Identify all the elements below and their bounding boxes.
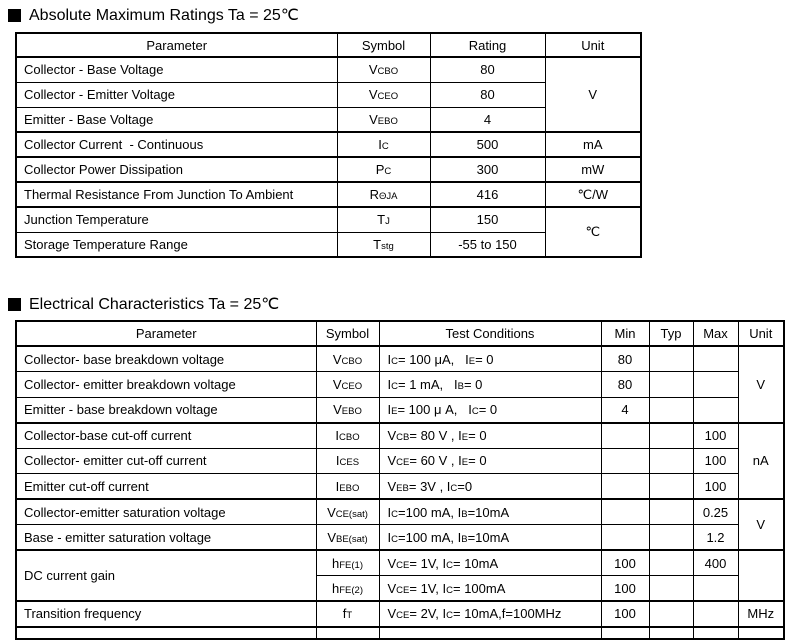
cell-typ bbox=[649, 627, 693, 639]
cell-min bbox=[601, 499, 649, 525]
cell-test-conditions: IC= 100 μA, IE= 0 bbox=[379, 346, 601, 372]
cell-rating: 150 bbox=[430, 207, 545, 232]
cell-rating: 80 bbox=[430, 82, 545, 107]
cell-rating: 80 bbox=[430, 57, 545, 82]
cell-rating: 416 bbox=[430, 182, 545, 207]
cell-symbol: VCEO bbox=[316, 372, 379, 398]
column-header-test-conditions: Test Conditions bbox=[379, 321, 601, 346]
cell-min bbox=[601, 423, 649, 449]
cell-unit: V bbox=[738, 499, 784, 550]
cell-min bbox=[601, 448, 649, 474]
cell-parameter: Collector-base cut-off current bbox=[16, 423, 316, 449]
cell-min bbox=[601, 525, 649, 551]
table-row bbox=[16, 423, 784, 449]
table-row bbox=[16, 550, 784, 576]
cell-rating: 500 bbox=[430, 132, 545, 157]
cell-min: 80 bbox=[601, 372, 649, 398]
cell-unit: V bbox=[738, 346, 784, 423]
cell-typ bbox=[649, 448, 693, 474]
column-header-min: Min bbox=[601, 321, 649, 346]
column-header-symbol: Symbol bbox=[337, 33, 430, 57]
cell-typ bbox=[649, 499, 693, 525]
cell-max bbox=[693, 576, 738, 602]
cell-parameter: Collector- emitter cut-off current bbox=[16, 448, 316, 474]
cell-typ bbox=[649, 423, 693, 449]
table-row bbox=[16, 157, 641, 182]
cell-symbol bbox=[316, 627, 379, 639]
cell-parameter: Collector - Emitter Voltage bbox=[16, 82, 337, 107]
table-header-row bbox=[16, 33, 641, 57]
column-header-symbol: Symbol bbox=[316, 321, 379, 346]
table-row bbox=[16, 57, 641, 82]
cell-parameter: Collector Current - Continuous bbox=[16, 132, 337, 157]
section-title-text: Electrical Characteristics Ta = 25℃ bbox=[29, 296, 280, 313]
table-row bbox=[16, 397, 784, 423]
table-row bbox=[16, 346, 784, 372]
cell-symbol: hFE(2) bbox=[316, 576, 379, 602]
cell-symbol: VBE(sat) bbox=[316, 525, 379, 551]
column-header-typ: Typ bbox=[649, 321, 693, 346]
cell-parameter: Emitter - base breakdown voltage bbox=[16, 397, 316, 423]
cell-min: 100 bbox=[601, 601, 649, 627]
cell-min bbox=[601, 474, 649, 500]
cell-unit bbox=[738, 550, 784, 601]
cell-typ bbox=[649, 474, 693, 500]
cell-parameter: Base - emitter saturation voltage bbox=[16, 525, 316, 551]
cell-symbol: RΘJA bbox=[337, 182, 430, 207]
cell-parameter: Thermal Resistance From Junction To Ambient bbox=[16, 182, 337, 207]
cell-max: 100 bbox=[693, 423, 738, 449]
table-row-cutoff bbox=[16, 627, 784, 639]
cell-symbol: VCBO bbox=[316, 346, 379, 372]
cell-symbol: hFE(1) bbox=[316, 550, 379, 576]
cell-test-conditions: VCE= 60 V , IE= 0 bbox=[379, 448, 601, 474]
cell-test-conditions bbox=[379, 627, 601, 639]
cell-test-conditions: IE= 100 μ A, IC= 0 bbox=[379, 397, 601, 423]
cell-max: 0.25 bbox=[693, 499, 738, 525]
column-header-unit: Unit bbox=[738, 321, 784, 346]
cell-symbol: ICES bbox=[316, 448, 379, 474]
cell-symbol: Tstg bbox=[337, 232, 430, 257]
cell-min: 100 bbox=[601, 550, 649, 576]
cell-typ bbox=[649, 525, 693, 551]
cell-max: 100 bbox=[693, 474, 738, 500]
cell-test-conditions: VCE= 2V, IC= 10mA,f=100MHz bbox=[379, 601, 601, 627]
cell-parameter: DC current gain bbox=[16, 550, 316, 601]
table-row bbox=[16, 525, 784, 551]
cell-rating: 300 bbox=[430, 157, 545, 182]
cell-min: 100 bbox=[601, 576, 649, 602]
cell-parameter: Collector- base breakdown voltage bbox=[16, 346, 316, 372]
column-header-rating: Rating bbox=[430, 33, 545, 57]
cell-parameter: Collector- emitter breakdown voltage bbox=[16, 372, 316, 398]
cell-unit: mA bbox=[545, 132, 641, 157]
cell-unit: ℃/W bbox=[545, 182, 641, 207]
cell-parameter: Emitter cut-off current bbox=[16, 474, 316, 500]
cell-test-conditions: VCE= 1V, IC= 100mA bbox=[379, 576, 601, 602]
column-header-parameter: Parameter bbox=[16, 33, 337, 57]
cell-test-conditions: IC=100 mA, IB=10mA bbox=[379, 525, 601, 551]
cell-symbol: fT bbox=[316, 601, 379, 627]
cell-symbol: VCBO bbox=[337, 57, 430, 82]
cell-min: 4 bbox=[601, 397, 649, 423]
cell-max bbox=[693, 397, 738, 423]
cell-max bbox=[693, 372, 738, 398]
cell-symbol: IC bbox=[337, 132, 430, 157]
cell-parameter: Collector - Base Voltage bbox=[16, 57, 337, 82]
cell-test-conditions: IC=100 mA, IB=10mA bbox=[379, 499, 601, 525]
cell-unit: ℃ bbox=[545, 207, 641, 257]
cell-max bbox=[693, 601, 738, 627]
cell-parameter: Transition frequency bbox=[16, 601, 316, 627]
cell-max: 1.2 bbox=[693, 525, 738, 551]
cell-typ bbox=[649, 576, 693, 602]
abs-max-section-title bbox=[8, 6, 299, 25]
electrical-characteristics-section-title bbox=[8, 295, 279, 314]
cell-symbol: ICBO bbox=[316, 423, 379, 449]
section-bullet-icon bbox=[8, 9, 21, 22]
cell-test-conditions: VCB= 80 V , IE= 0 bbox=[379, 423, 601, 449]
column-header-parameter: Parameter bbox=[16, 321, 316, 346]
cell-unit: MHz bbox=[738, 601, 784, 627]
cell-max bbox=[693, 346, 738, 372]
cell-symbol: VEBO bbox=[337, 107, 430, 132]
cell-max: 400 bbox=[693, 550, 738, 576]
electrical-characteristics-table bbox=[15, 320, 785, 640]
cell-typ bbox=[649, 397, 693, 423]
cell-max bbox=[693, 627, 738, 639]
cell-unit: nA bbox=[738, 423, 784, 500]
cell-rating: -55 to 150 bbox=[430, 232, 545, 257]
section-title-text: Absolute Maximum Ratings Ta = 25℃ bbox=[29, 7, 299, 24]
cell-symbol: TJ bbox=[337, 207, 430, 232]
table-row bbox=[16, 474, 784, 500]
cell-rating: 4 bbox=[430, 107, 545, 132]
cell-symbol: VCEO bbox=[337, 82, 430, 107]
table-row bbox=[16, 372, 784, 398]
section-bullet-icon bbox=[8, 298, 21, 311]
cell-typ bbox=[649, 346, 693, 372]
cell-typ bbox=[649, 372, 693, 398]
cell-test-conditions: IC= 1 mA, IB= 0 bbox=[379, 372, 601, 398]
cell-symbol: IEBO bbox=[316, 474, 379, 500]
cell-symbol: VEBO bbox=[316, 397, 379, 423]
column-header-unit: Unit bbox=[545, 33, 641, 57]
cell-typ bbox=[649, 601, 693, 627]
table-row bbox=[16, 182, 641, 207]
cell-max: 100 bbox=[693, 448, 738, 474]
cell-parameter: Collector-emitter saturation voltage bbox=[16, 499, 316, 525]
cell-test-conditions: VCE= 1V, IC= 10mA bbox=[379, 550, 601, 576]
cell-parameter: Storage Temperature Range bbox=[16, 232, 337, 257]
cell-min: 80 bbox=[601, 346, 649, 372]
table-row bbox=[16, 499, 784, 525]
cell-typ bbox=[649, 550, 693, 576]
cell-parameter: Emitter - Base Voltage bbox=[16, 107, 337, 132]
absolute-maximum-ratings-table bbox=[15, 32, 642, 258]
table-row bbox=[16, 601, 784, 627]
table-header-row bbox=[16, 321, 784, 346]
cell-parameter bbox=[16, 627, 316, 639]
cell-parameter: Junction Temperature bbox=[16, 207, 337, 232]
cell-unit: V bbox=[545, 57, 641, 132]
cell-unit bbox=[738, 627, 784, 639]
table-row bbox=[16, 132, 641, 157]
cell-symbol: VCE(sat) bbox=[316, 499, 379, 525]
column-header-max: Max bbox=[693, 321, 738, 346]
cell-parameter: Collector Power Dissipation bbox=[16, 157, 337, 182]
cell-min bbox=[601, 627, 649, 639]
cell-symbol: PC bbox=[337, 157, 430, 182]
cell-test-conditions: VEB= 3V , IC=0 bbox=[379, 474, 601, 500]
table-row bbox=[16, 207, 641, 232]
table-row bbox=[16, 448, 784, 474]
cell-unit: mW bbox=[545, 157, 641, 182]
